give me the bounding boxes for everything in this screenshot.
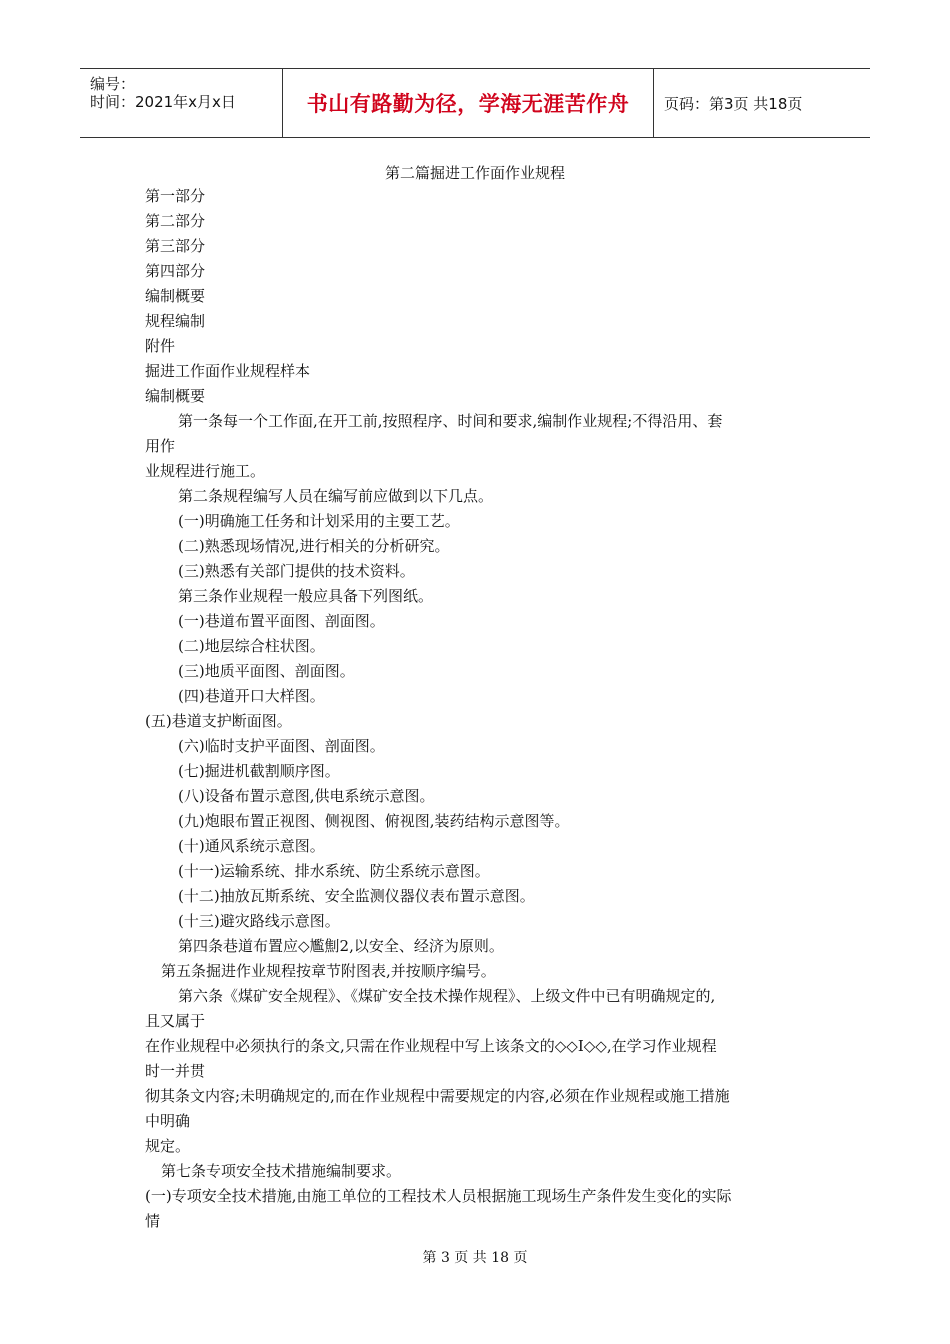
body-line: 第五条掘进作业规程按章节附图表,并按顺序编号。	[161, 962, 496, 980]
body-line: 在作业规程中必须执行的条文,只需在作业规程中写上该条文的◇◇I◇◇,在学习作业规程	[145, 1037, 717, 1055]
body-line: (三)熟悉有关部门提供的技术资料。	[178, 562, 415, 580]
page-header-table	[80, 68, 870, 138]
body-line: (一)明确施工任务和计划采用的主要工艺。	[178, 512, 460, 530]
body-line: (二)地层综合柱状图。	[178, 637, 325, 655]
page-footer: 第 3 页 共 18 页	[422, 1250, 528, 1266]
body-line: 第四条巷道布置应◇尷劁2,以安全、经济为原则。	[178, 937, 504, 955]
body-line: (五)巷道支护断面图。	[145, 712, 292, 730]
document-title: 第二篇掘进工作面作业规程	[384, 164, 565, 182]
body-line: 规定。	[145, 1137, 191, 1155]
body-line: 第六条《煤矿安全规程》、《煤矿安全技术操作规程》、上级文件中已有明确规定的,	[178, 987, 716, 1005]
body-line: 编制概要	[145, 287, 206, 305]
body-line: (十)通风系统示意图。	[178, 837, 325, 855]
body-line: (八)设备布置示意图,供电系统示意图。	[178, 787, 435, 805]
body-line: 业规程进行施工。	[145, 462, 266, 480]
body-line: (一)专项安全技术措施,由施工单位的工程技术人员根据施工现场生产条件发生变化的实际	[145, 1187, 732, 1205]
body-line: (十二)抽放瓦斯系统、安全监测仪器仪表布置示意图。	[178, 887, 535, 905]
body-line: 第一部分	[145, 187, 206, 205]
body-line: 附件	[145, 337, 176, 355]
header-meta-cell	[80, 69, 282, 137]
body-line: (三)地质平面图、剖面图。	[178, 662, 355, 680]
body-line: 第七条专项安全技术措施编制要求。	[161, 1162, 402, 1180]
document-body	[145, 184, 810, 1234]
body-line: (一)巷道布置平面图、剖面图。	[178, 612, 385, 630]
body-line: 第三部分	[145, 237, 206, 255]
body-line: 情	[145, 1212, 161, 1230]
body-line: 第二条规程编写人员在编写前应做到以下几点。	[178, 487, 494, 505]
body-line: (七)掘进机截割顺序图。	[178, 762, 340, 780]
header-page-cell	[654, 69, 870, 137]
body-line: (六)临时支护平面图、剖面图。	[178, 737, 385, 755]
body-line: 用作	[145, 437, 176, 455]
body-line: (四)巷道开口大样图。	[178, 687, 325, 705]
body-line: (九)炮眼布置正视图、侧视图、俯视图,装药结构示意图等。	[178, 812, 570, 830]
document-time-label: 时间：2021年x月x日	[90, 93, 236, 111]
body-line: 第四部分	[145, 262, 206, 280]
body-line: 编制概要	[145, 387, 206, 405]
body-line: (十一)运输系统、排水系统、防尘系统示意图。	[178, 862, 490, 880]
body-line: 第一条每一个工作面,在开工前,按照程序、时间和要求,编制作业规程;不得沿用、套	[178, 412, 723, 430]
document-number-label: 编号：	[90, 75, 136, 93]
body-line: (二)熟悉现场情况,进行相关的分析研究。	[178, 537, 450, 555]
body-line: 中明确	[145, 1112, 191, 1130]
header-motto: 书山有路勤为径，学海无涯苦作舟	[306, 92, 630, 116]
body-line: 规程编制	[145, 312, 206, 330]
body-line: (十三)避灾路线示意图。	[178, 912, 340, 930]
body-line: 第三条作业规程一般应具备下列图纸。	[178, 587, 434, 605]
header-page-info: 页码：第3页 共18页	[664, 94, 803, 113]
body-line: 且又属于	[145, 1012, 206, 1030]
body-line: 掘进工作面作业规程样本	[145, 362, 311, 380]
body-line: 第二部分	[145, 212, 206, 230]
body-line: 彻其条文内容;未明确规定的,而在作业规程中需要规定的内容,必须在作业规程或施工措施	[145, 1087, 730, 1105]
header-motto-cell	[282, 69, 654, 137]
body-line: 时一并贯	[145, 1062, 206, 1080]
